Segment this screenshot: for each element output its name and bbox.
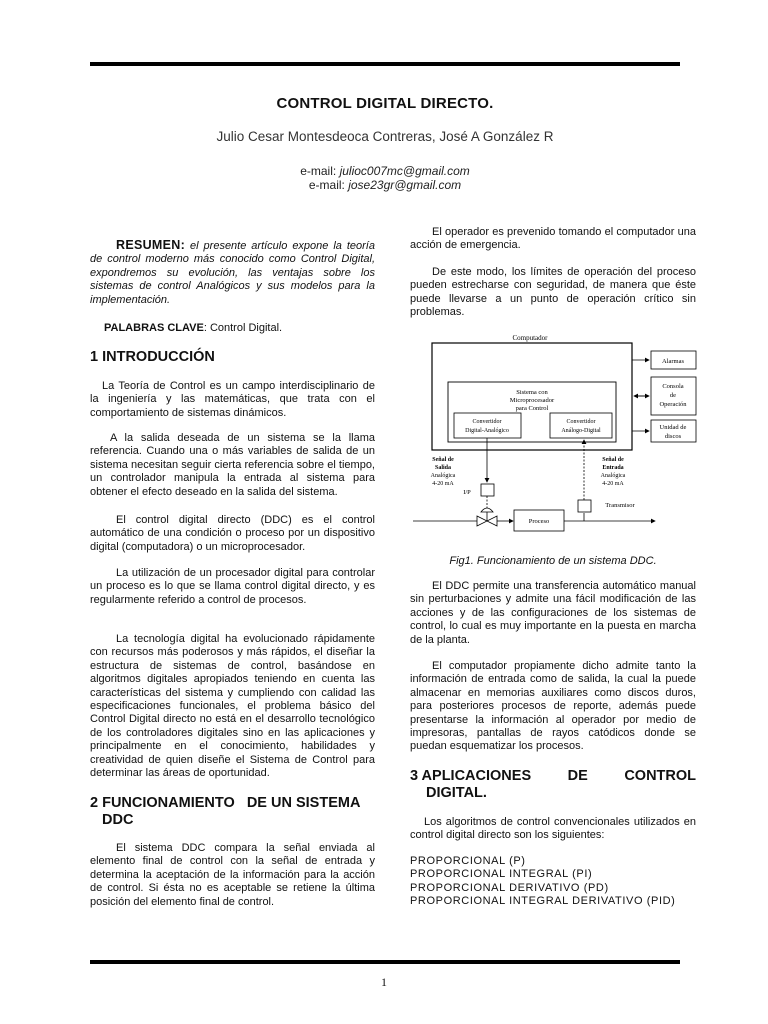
conv-da-label-1: Convertidor <box>472 419 502 425</box>
algorithm-list <box>410 855 696 909</box>
unidad-label-2: discos <box>664 433 682 440</box>
conv-ad-label-2: Análogo-Digital <box>561 428 601 434</box>
section-3-heading-part-3: CONTROL <box>624 768 696 784</box>
section-2-heading-line-1: 2 FUNCIONAMIENTO DE UN SISTEMA <box>90 795 361 811</box>
transmisor-label: Transmisor <box>605 502 635 509</box>
keywords-label: PALABRAS CLAVE <box>104 322 204 334</box>
conv-ad-label-1: Convertidor <box>566 419 596 425</box>
keywords <box>104 322 375 335</box>
email-line-1 <box>90 164 680 178</box>
right-paragraph-3: El DDC permite una transferencia automático manual sin perturbaciones y admite una fácil modificación de las acciones y de las configuraciones de los sistemas de control, lo cual es muy importante en la puesta en marcha de la planta. <box>410 580 696 646</box>
figure-caption: Fig1. Funcionamiento de un sistema DDC. <box>449 555 657 567</box>
bottom-rule <box>90 960 680 964</box>
salida-label-2: Salida <box>434 465 452 471</box>
email-address-1: julioc007mc@gmail.com <box>339 164 470 178</box>
email-prefix: e-mail: <box>300 164 337 178</box>
consola-label-3: Operación <box>659 401 687 408</box>
section-2-heading-line-2: DDC <box>102 812 134 828</box>
transmisor-box <box>578 500 591 512</box>
proceso-label: Proceso <box>528 518 550 525</box>
section-3-heading-part-2: DE <box>567 768 588 784</box>
entrada-label-3: Analógica <box>600 473 626 479</box>
section-1-heading: 1 INTRODUCCIÓN <box>90 349 215 365</box>
right-paragraph-4: El computador propiamente dicho admite tanto la información de entrada como de salida, la cual la puede almacenar en memorias auxiliares como discos duros, para posteriores procesos de reporte, además puede presentarse la información al operador por medio de impresoras, pantallas de rayos catódicos donde se puedan esquematizar los procesos. <box>410 660 696 753</box>
abstract <box>90 239 375 307</box>
list-item: PROPORCIONAL INTEGRAL (PI) <box>410 868 593 881</box>
paper-title: CONTROL DIGITAL DIRECTO. <box>276 95 494 112</box>
section-1-paragraph-1: La Teoría de Control es un campo interdisciplinario de la ingeniería y las matemáticas, que trata con el comportamiento de sistemas dinámicos. <box>90 380 375 419</box>
sistema-label-1: Sistema con <box>516 389 548 396</box>
ip-label: I/P <box>463 489 471 496</box>
section-3-heading <box>410 768 696 802</box>
conv-da-box <box>454 413 521 438</box>
consola-label-1: Consola <box>662 383 684 390</box>
unidad-label-1: Unidad de <box>659 424 687 431</box>
entrada-label-1: Señal de <box>602 457 624 463</box>
conv-da-label-2: Digital-Analógico <box>465 428 509 434</box>
list-item: PROPORCIONAL DERIVATIVO (PD) <box>410 881 609 894</box>
salida-label-4: 4-20 mA <box>432 481 454 487</box>
section-2-paragraph-1: El sistema DDC compara la señal enviada al elemento final de control con la señal de entrada y determina la aceptación de la información para la acción de control. Si ésta no es aceptable se retiene la última posición del elemento final de control. <box>90 842 375 908</box>
top-rule <box>90 62 680 66</box>
email-address-2: jose23gr@gmail.com <box>348 178 462 192</box>
authors: Julio Cesar Montesdeoca Contreras, José A González R <box>216 129 554 144</box>
entrada-label-2: Entrada <box>602 465 624 471</box>
email-prefix: e-mail: <box>308 178 345 192</box>
ip-box <box>481 484 494 496</box>
entrada-label-4: 4-20 mA <box>602 481 624 487</box>
salida-label-3: Analógica <box>430 473 456 479</box>
conv-ad-box <box>550 413 612 438</box>
page-number: 1 <box>381 975 387 989</box>
section-3-heading-line-2: DIGITAL. <box>426 785 487 801</box>
sistema-label-2: Microprocesador <box>509 397 555 404</box>
section-1-paragraph-5: La tecnología digital ha evolucionado rápidamente con recursos más poderosos y más rápidos, el diseñar la estructura de sistemas de control, basándose en algoritmos digitales apropiados teniendo en cuenta las características del sistema y cumpliendo con calidad las especificaciones funcionales, el problema básico del Control Digital directo no está en el desarrollo tecnológico de los controladores digitales sino en las aplicaciones y principalmente en el conocimiento, habilidades y creatividad de quien diseñe el Sistema de Control para determinar las áreas de oportunidad. <box>90 633 375 780</box>
abstract-label: RESUMEN: <box>116 238 186 252</box>
section-1-paragraph-3: El control digital directo (DDC) es el control automático de una condición o proceso por un dispositivo digital (computadora) o un microprocesador. <box>90 514 375 553</box>
right-paragraph-1: El operador es prevenido tomando el computador una acción de emergencia. <box>410 226 696 252</box>
keywords-text: : Control Digital. <box>203 322 283 334</box>
computador-label: Computador <box>512 334 548 342</box>
list-item: PROPORCIONAL (P) <box>410 855 526 867</box>
section-3-paragraph-1: Los algoritmos de control convencionales utilizados en control digital directo son los siguientes: <box>410 816 696 842</box>
email-line-2 <box>90 178 680 192</box>
list-item: PROPORCIONAL INTEGRAL DERIVATIVO (PID) <box>410 895 676 908</box>
abstract-text: el presente artículo expone la teoría de control moderno más conocido como Control Digital, expondremos su evolución, las ventajas sobre los sistemas de control Analógicos y sus modelos para la implementación. <box>90 240 375 306</box>
ddc-diagram <box>405 330 700 545</box>
section-2-heading <box>90 795 375 829</box>
section-1-paragraph-4: La utilización de un procesador digital para controlar un proceso es lo que se llama control digital directo, y es regularmente referido a control de procesos. <box>90 567 375 606</box>
sistema-label-3: para Control <box>515 405 549 412</box>
alarmas-label: Alarmas <box>661 358 685 365</box>
section-1-paragraph-2: A la salida deseada de un sistema se la llama referencia. Cuando una o más variables de salida de un sistema necesitan seguir cierta referencia sobre el tiempo, un controlador manipula la entrada al sistema para obtener el efecto deseado en la salida del sistema. <box>90 432 375 498</box>
section-3-heading-part-1: 3 APLICACIONES <box>410 768 532 784</box>
consola-label-2: de <box>669 392 677 399</box>
right-paragraph-2: De este modo, los límites de operación del proceso pueden estrecharse con seguridad, de manera que éste puede llevarse a un punto de operación crítico sin problemas. <box>410 266 696 319</box>
salida-label-1: Señal de <box>432 457 454 463</box>
